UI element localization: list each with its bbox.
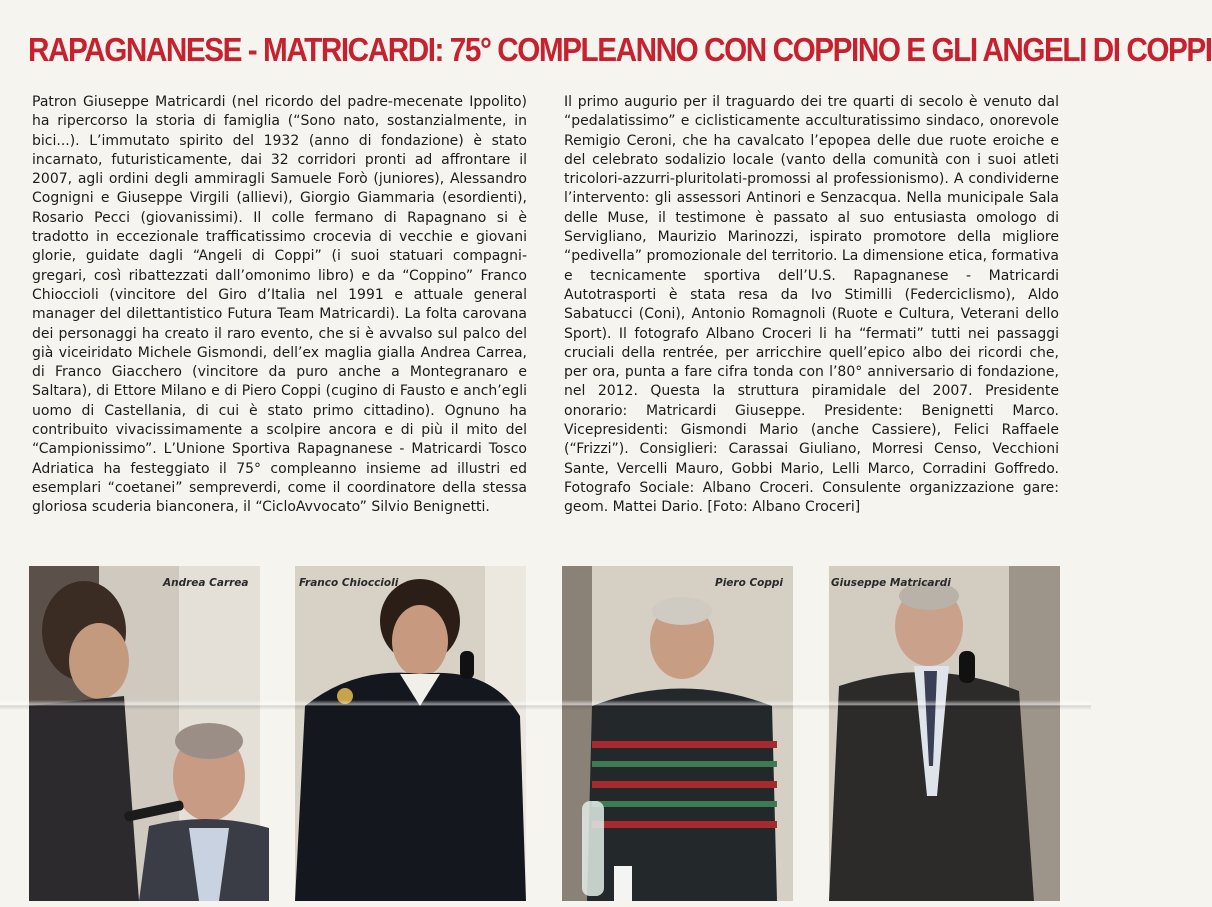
photo-image (295, 566, 526, 901)
photo-image (29, 566, 260, 901)
paper-fold-line (0, 700, 1091, 710)
paragraph: Patron Giuseppe Matricardi (nel ricordo del padre-mecenate Ippolito) ha ripercorso la storia di famiglia (“Sono nato, sostanzialmente, in bici...). L’immutato spirito del 1932 (anno di fondazione) è stato incarnato, futuristicamente, dai 32 corridori pronti ad affrontare il 2007, agli ordini degli ammiragli Samuele Forò (juniores), Alessandro Cognigni e Giuseppe Virgili (allievi), Giorgio Giammaria (esordienti), Rosario Pecci (giovanissimi). Il colle fermano di Rapagnano si è tradotto in eccezionale trafficatissimo crocevia di vecchie e giovani glorie, guidate dagli “Angeli di Coppi” (i suoi statuari compagni-gregari, così ribattezzati dall’omonimo libro) e da “Coppino” Franco Chioccioli (vincitore del Giro d’Italia nel 1991 e attuale general manager del dilettantistico Futura Team Matricardi). La folta carovana dei personaggi ha creato il raro evento, che si è avvalso sul palco del già viceiridato Michele Gismondi, dell’ex maglia gialla Andrea Carrea, di Franco Giacchero (vincitore da puro anche a Montegranaro e Saltara), di Ettore Milano e di Piero Coppi (cugino di Fausto e anch’egli uomo di Castellania, di cui è stato primo cittadino). Ognuno ha contribuito vivacissimamente a scolpire ancora e di più il mito del “Campionissimo”. L’Unione Sportiva Rapagnanese - Matricardi Tosco Adriatica ha festeggiato il 75° compleanno insieme ad illustri ed esemplari “coetanei” sempreverdi, come il coordinatore della stessa gloriosa scuderia bianconera, il “CicloAvvocato” Silvio Benignetti. (32, 94, 527, 516)
photo-andrea-carrea (29, 566, 260, 901)
photo-image (562, 566, 793, 901)
photo-caption: Piero Coppi (715, 577, 784, 589)
paragraph: Il primo augurio per il traguardo dei tre quarti di secolo è venuto dal “pedalatissimo” e ciclisticamente acculturatissimo sindaco, onorevole Remigio Ceroni, che ha cavalcato l’epopea delle due ruote eroiche e del celebrato sodalizio locale (vanto della comunità con i suoi atleti tricolori-azzurri-pluritolati-promossi al professionismo). A condividerne l’intervento: gli assessori Antinori e Senzacqua. Nella municipale Sala delle Muse, il testimone è passato al suo entusiasta omologo di Servigliano, Maurizio Marinozzi, ispirato promotore della migliore “pedivella” promozionale del territorio. La dimensione etica, formativa e tecnicamente sportiva dell’U.S. Rapagnanese - Matricardi Autotrasporti è stata resa da Ivo Stimilli (Federciclismo), Aldo Sabatucci (Coni), Antonio Romagnoli (Ruote e Cultura, Veterani dello Sport). Il fotografo Albano Croceri li ha “fermati” tutti nei passaggi cruciali della rentrée, per arricchire quell’epico albo dei ricordi che, per ora, punta a fare cifra tonda con l’80° anniversario di fondazione, nel 2012. Questa la struttura piramidale del 2007. Presidente onorario: Matricardi Giuseppe. Presidente: Benignetti Marco. Vicepresidenti: Gismondi Mario (anche Cassiere), Felici Raffaele (“Frizzi”). Consiglieri: Carassai Giuliano, Morresi Censo, Vecchioni Sante, Vercelli Mauro, Gobbi Mario, Lelli Marco, Corradini Goffredo. Fotografo Sociale: Albano Croceri. Consulente organizzazione gare: geom. Mattei Dario. [Foto: Albano Croceri] (564, 94, 1059, 516)
article-column-right (564, 93, 1059, 518)
article-column-left (32, 93, 527, 518)
photo-piero-coppi (562, 566, 793, 901)
photo-caption: Giuseppe Matricardi (831, 577, 951, 589)
photo-caption: Franco Chioccioli (299, 577, 399, 589)
photo-caption: Andrea Carrea (163, 577, 249, 589)
photo-franco-chioccioli (295, 566, 526, 901)
photo-giuseppe-matricardi (829, 566, 1060, 901)
article-headline: RAPAGNANESE - MATRICARDI: 75° COMPLEANNO CON COPPINO E GLI ANGELI DI COPPI (28, 31, 1212, 68)
photo-image (829, 566, 1060, 901)
